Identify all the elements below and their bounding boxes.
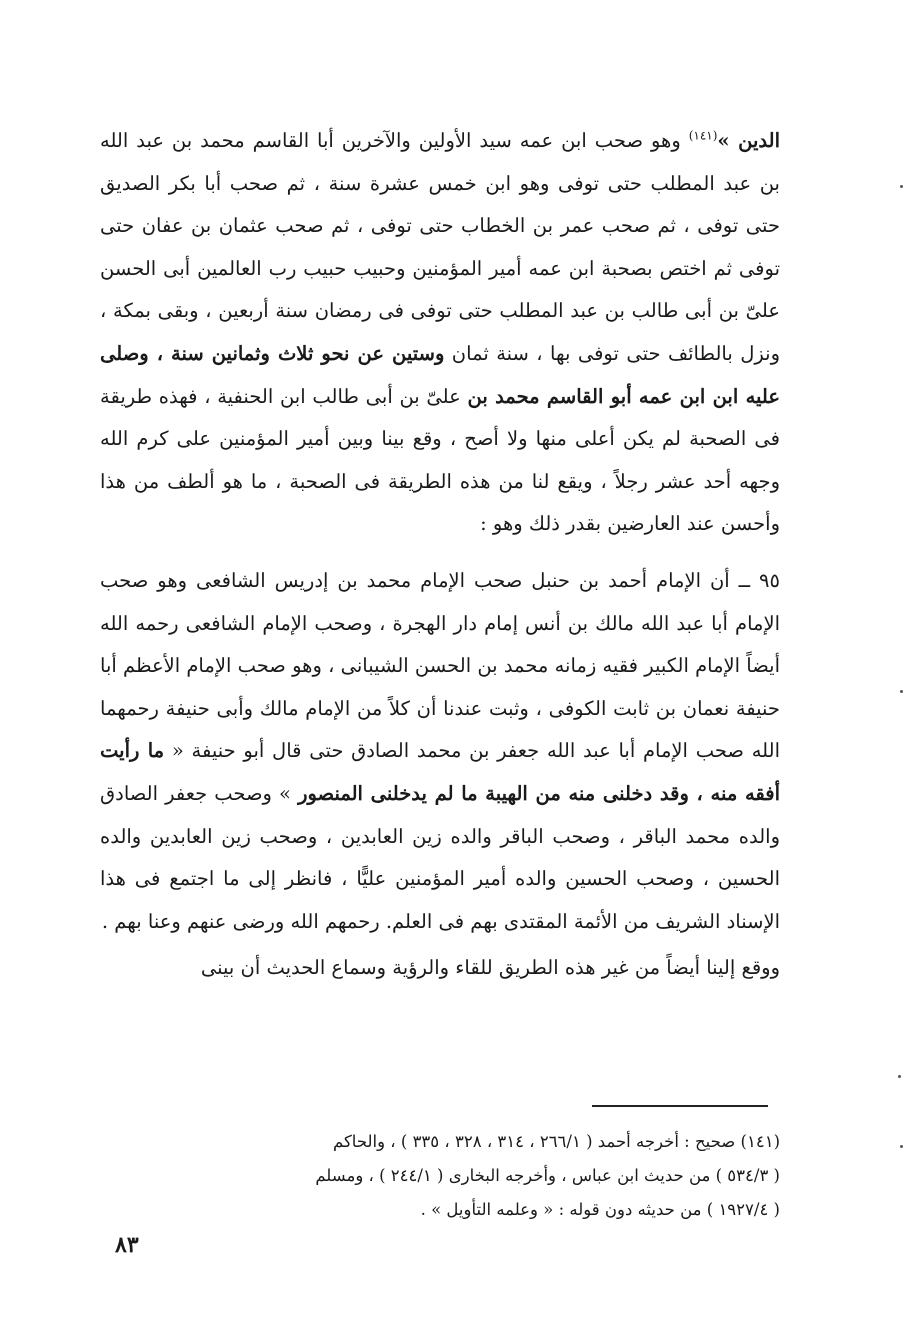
main-text xyxy=(100,120,780,990)
footnote-divider xyxy=(592,1105,768,1107)
paragraph-3: ووقع إلينا أيضاً من غير هذه الطريق للقاء والرؤية وسماع الحديث أن بينى xyxy=(200,956,780,980)
scan-speck xyxy=(900,1145,903,1148)
footnote-ref-141: (١٤١) xyxy=(688,128,718,143)
scan-speck xyxy=(900,690,903,693)
footnote-line: ( ٥٣٤/٣ ) من حديث ابن عباس ، وأخرجه البخارى ( ٢٤٤/١ ) ، ومسلم xyxy=(315,1166,780,1185)
footnote-line: (١٤١) صحيح : أخرجه أحمد ( ٢٦٦/١ ، ٣١٤ ، ٣٢٨ ، ٣٣٥ ) ، والحاكم xyxy=(332,1132,780,1151)
paragraph-1-text-c: علىّ بن أبى طالب ابن الحنفية ، فهذه طريقة فى الصحبة لم يكن أعلى منها ولا أصح ، وقع بينا وبين أمير المؤمنين على كرم الله وجهه أحد عشر رجلاً ، ويقع لنا من هذه الطريقة فى الصحبة ، ما هو ألطف من هذا وأحسن عند العارضين بقدر ذلك وهو : xyxy=(100,384,780,536)
page-number: ٨٣ xyxy=(115,1232,139,1258)
opening-quote-end: الدين » xyxy=(717,129,780,152)
paragraph-1-text-a: وهو صحب ابن عمه سيد الأولين والآخرين أبا القاسم محمد بن عبد الله بن عبد المطلب حتى توفى وهو ابن خمس عشرة سنة ، ثم صحب أبا بكر الصديق حتى توفى ، ثم صحب عمر بن الخطاب حتى توفى ، ثم صحب عثمان بن عفان حتى توفى ثم اختص بصحبة ابن عمه أمير المؤمنين وحبيب حبيب رب العالمين أبى الحسن علىّ بن أبى طالب بن عبد المطلب حتى توفى فى رمضان سنة أربعين ، وبقى بمكة ، ونزل بالطائف حتى توفى بها ، سنة ثمان xyxy=(100,129,781,365)
paragraph-1 xyxy=(100,120,780,546)
paragraph-1-bold-text: وستين عن نحو ثلاث وثمانين سنة ، وصلى عليه ابن ابن عمه أبو القاسم محمد بن xyxy=(100,341,781,408)
footnotes xyxy=(100,1125,780,1227)
footnote-line: ( ١٩٢٧/٤ ) من حديثه دون قوله : « وعلمه التأويل » . xyxy=(420,1200,780,1219)
scan-speck xyxy=(900,185,903,188)
abu-hanifa-quote: ما رأيت أفقه منه ، وقد دخلنى منه من الهيبة ما لم يدخلنى المنصور xyxy=(100,739,781,805)
scan-speck xyxy=(898,1075,901,1078)
paragraph-2 xyxy=(100,560,780,943)
paragraph-2-text-a: ٩٥ ــ أن الإمام أحمد بن حنبل صحب الإمام محمد بن إدريس الشافعى وهو صحب الإمام أبا عبد الله مالك بن أنس إمام دار الهجرة ، وصحب الإمام الشافعى رحمه الله أيضاً الإمام الكبير فقيه زمانه محمد بن الحسن الشيبانى ، وهو صحب الإمام الأعظم أبا حنيفة نعمان بن ثابت الكوفى ، وثبت عندنا أن كلاً من الإمام مالك وأبى حنيفة رحمهما الله صحب الإمام أبا عبد الله جعفر بن محمد الصادق حتى قال أبو حنيفة « xyxy=(100,568,780,763)
paragraph-2-text-c: » وصحب جعفر الصادق والده محمد الباقر ، وصحب الباقر والده زين العابدين ، وصحب زين العابدين والده الحسين ، وصحب الحسين والده أمير المؤمنين عليًّا ، فانظر إلى ما اجتمع فى هذا الإسناد الشريف من الأئمة المقتدى بهم فى العلم. رحمهم الله ورضى عنهم وعنا بهم . xyxy=(100,781,780,933)
